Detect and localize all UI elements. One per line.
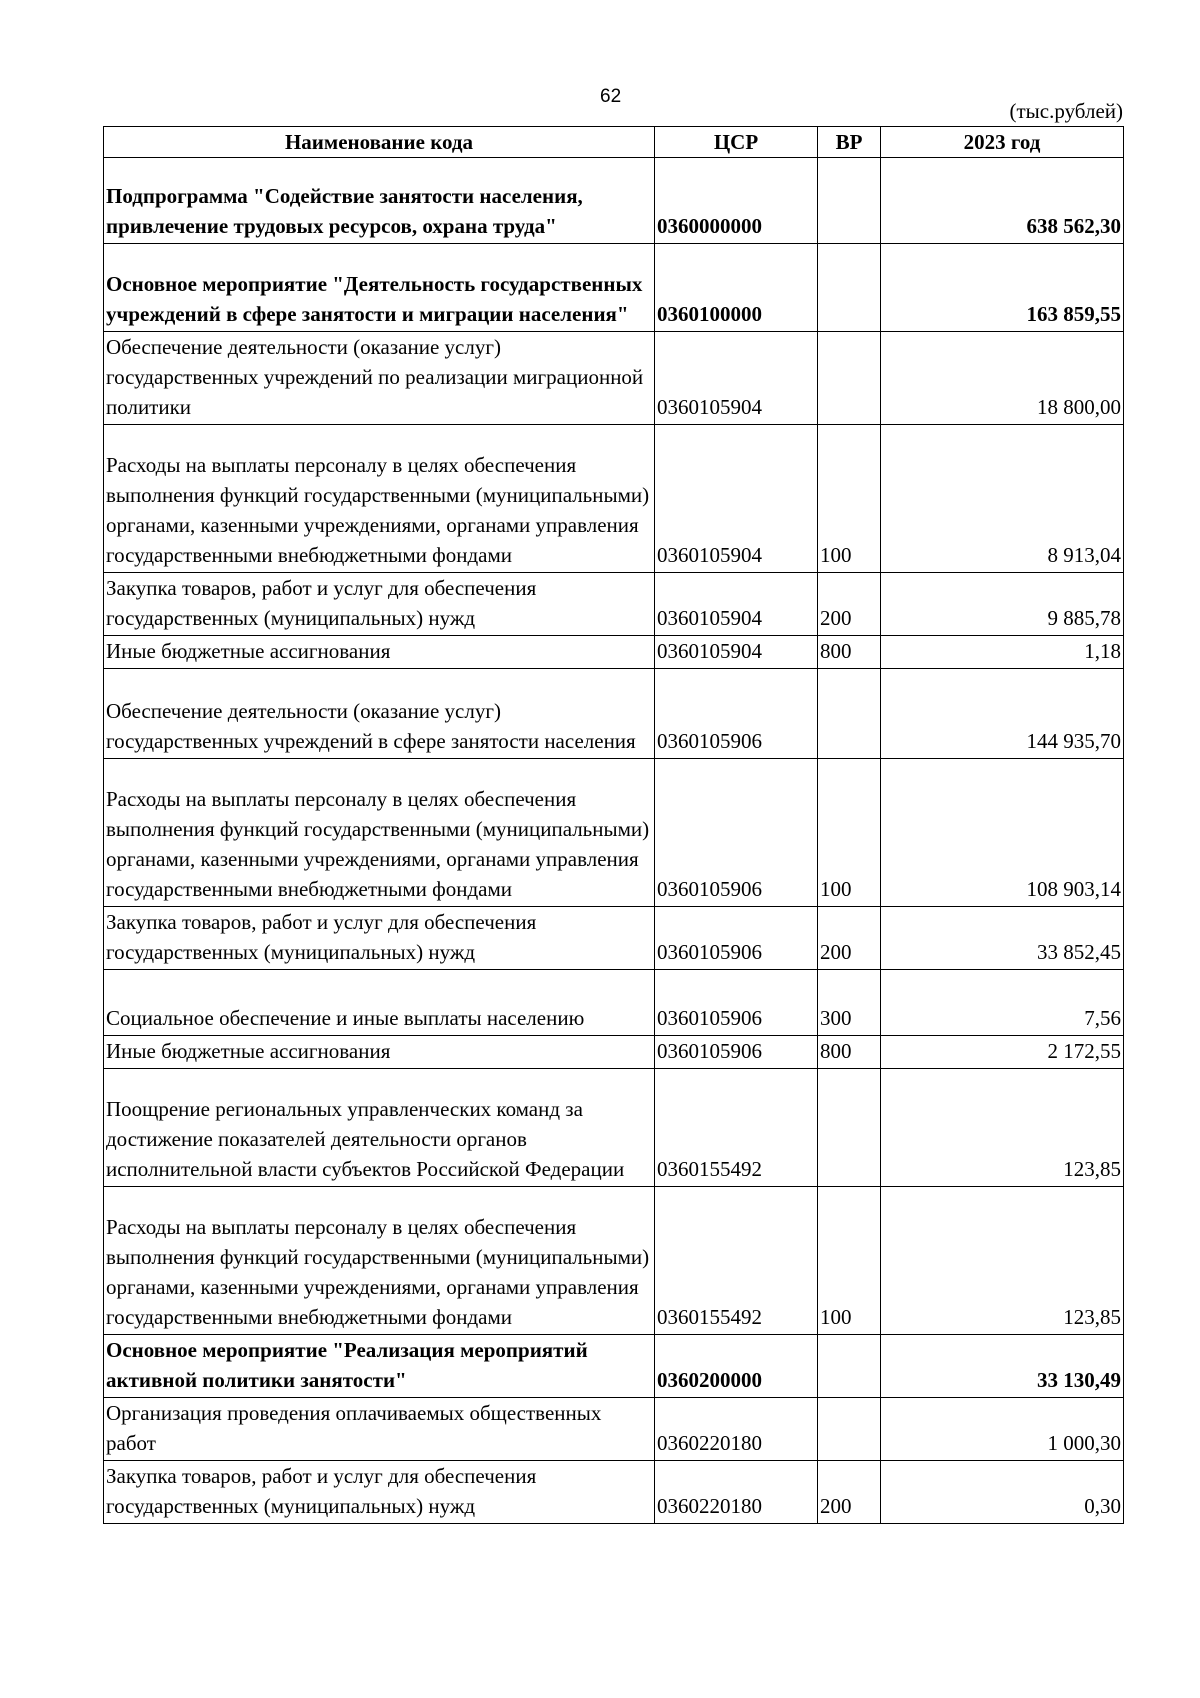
- table-row: [104, 907, 1124, 970]
- row-name: Закупка товаров, работ и услуг для обеспечения государственных (муниципальных) нужд: [104, 1461, 655, 1524]
- header-csr: ЦСР: [655, 127, 818, 158]
- row-csr: 0360105904: [655, 636, 818, 669]
- row-vr: 800: [818, 636, 881, 669]
- row-amount: 18 800,00: [881, 332, 1124, 425]
- row-name: Основное мероприятие "Реализация мероприятий активной политики занятости": [104, 1335, 655, 1398]
- row-vr: 800: [818, 1036, 881, 1069]
- row-amount: 638 562,30: [881, 158, 1124, 244]
- row-vr: [818, 669, 881, 759]
- row-csr: 0360100000: [655, 244, 818, 332]
- table-row: [104, 1069, 1124, 1187]
- table-row: [104, 636, 1124, 669]
- table-body: [104, 158, 1124, 1524]
- row-vr: 200: [818, 907, 881, 970]
- row-name: Подпрограмма "Содействие занятости населения, привлечение трудовых ресурсов, охрана труда": [104, 158, 655, 244]
- table-row: [104, 1187, 1124, 1335]
- row-amount: 33 130,49: [881, 1335, 1124, 1398]
- row-amount: 1,18: [881, 636, 1124, 669]
- row-vr: 200: [818, 1461, 881, 1524]
- row-vr: [818, 332, 881, 425]
- row-csr: 0360000000: [655, 158, 818, 244]
- row-amount: 7,56: [881, 970, 1124, 1036]
- row-name: Социальное обеспечение и иные выплаты населению: [104, 970, 655, 1036]
- table-row: [104, 1398, 1124, 1461]
- row-amount: 8 913,04: [881, 425, 1124, 573]
- table-row: [104, 759, 1124, 907]
- row-name: Расходы на выплаты персоналу в целях обеспечения выполнения функций государственными (муниципальными) органами, казенными учреждениями, органами управления государственными внебюджетными фондами: [104, 425, 655, 573]
- row-amount: 163 859,55: [881, 244, 1124, 332]
- row-vr: 100: [818, 425, 881, 573]
- table-row: [104, 158, 1124, 244]
- row-name: Обеспечение деятельности (оказание услуг) государственных учреждений в сфере занятости населения: [104, 669, 655, 759]
- row-amount: 9 885,78: [881, 573, 1124, 636]
- row-vr: 200: [818, 573, 881, 636]
- row-csr: 0360105906: [655, 1036, 818, 1069]
- header-name: Наименование кода: [104, 127, 655, 158]
- table-row: [104, 332, 1124, 425]
- row-csr: 0360105906: [655, 970, 818, 1036]
- row-csr: 0360105906: [655, 907, 818, 970]
- row-name: Закупка товаров, работ и услуг для обеспечения государственных (муниципальных) нужд: [104, 907, 655, 970]
- row-csr: 0360105904: [655, 573, 818, 636]
- table-row: [104, 1461, 1124, 1524]
- row-csr: 0360200000: [655, 1335, 818, 1398]
- row-vr: 300: [818, 970, 881, 1036]
- row-csr: 0360105906: [655, 759, 818, 907]
- budget-table: [103, 126, 1124, 1524]
- row-vr: [818, 158, 881, 244]
- table-row: [104, 425, 1124, 573]
- row-name: Основное мероприятие "Деятельность государственных учреждений в сфере занятости и миграции населения": [104, 244, 655, 332]
- table-row: [104, 1036, 1124, 1069]
- row-vr: [818, 244, 881, 332]
- row-name: Поощрение региональных управленческих команд за достижение показателей деятельности органов исполнительной власти субъектов Российской Федерации: [104, 1069, 655, 1187]
- row-name: Обеспечение деятельности (оказание услуг) государственных учреждений по реализации миграционной политики: [104, 332, 655, 425]
- row-vr: [818, 1398, 881, 1461]
- table-row: [104, 244, 1124, 332]
- row-amount: 108 903,14: [881, 759, 1124, 907]
- row-vr: 100: [818, 1187, 881, 1335]
- header-vr: ВР: [818, 127, 881, 158]
- row-amount: 144 935,70: [881, 669, 1124, 759]
- row-amount: 1 000,30: [881, 1398, 1124, 1461]
- row-name: Расходы на выплаты персоналу в целях обеспечения выполнения функций государственными (муниципальными) органами, казенными учреждениями, органами управления государственными внебюджетными фондами: [104, 759, 655, 907]
- row-name: Организация проведения оплачиваемых общественных работ: [104, 1398, 655, 1461]
- row-csr: 0360220180: [655, 1461, 818, 1524]
- table-header-row: [104, 127, 1124, 158]
- row-amount: 123,85: [881, 1069, 1124, 1187]
- row-csr: 0360220180: [655, 1398, 818, 1461]
- row-csr: 0360105904: [655, 332, 818, 425]
- row-name: Расходы на выплаты персоналу в целях обеспечения выполнения функций государственными (муниципальными) органами, казенными учреждениями, органами управления государственными внебюджетными фондами: [104, 1187, 655, 1335]
- table-row: [104, 1335, 1124, 1398]
- row-name: Закупка товаров, работ и услуг для обеспечения государственных (муниципальных) нужд: [104, 573, 655, 636]
- row-amount: 123,85: [881, 1187, 1124, 1335]
- table-row: [104, 970, 1124, 1036]
- row-vr: [818, 1335, 881, 1398]
- row-vr: 100: [818, 759, 881, 907]
- row-amount: 33 852,45: [881, 907, 1124, 970]
- row-name: Иные бюджетные ассигнования: [104, 1036, 655, 1069]
- row-name: Иные бюджетные ассигнования: [104, 636, 655, 669]
- table-row: [104, 669, 1124, 759]
- page-number: 62: [600, 86, 622, 107]
- header-year: 2023 год: [881, 127, 1124, 158]
- row-amount: 2 172,55: [881, 1036, 1124, 1069]
- row-csr: 0360105904: [655, 425, 818, 573]
- row-csr: 0360155492: [655, 1069, 818, 1187]
- row-csr: 0360105906: [655, 669, 818, 759]
- row-vr: [818, 1069, 881, 1187]
- table-row: [104, 573, 1124, 636]
- row-amount: 0,30: [881, 1461, 1124, 1524]
- row-csr: 0360155492: [655, 1187, 818, 1335]
- units-label: (тыс.рублей): [1009, 99, 1123, 123]
